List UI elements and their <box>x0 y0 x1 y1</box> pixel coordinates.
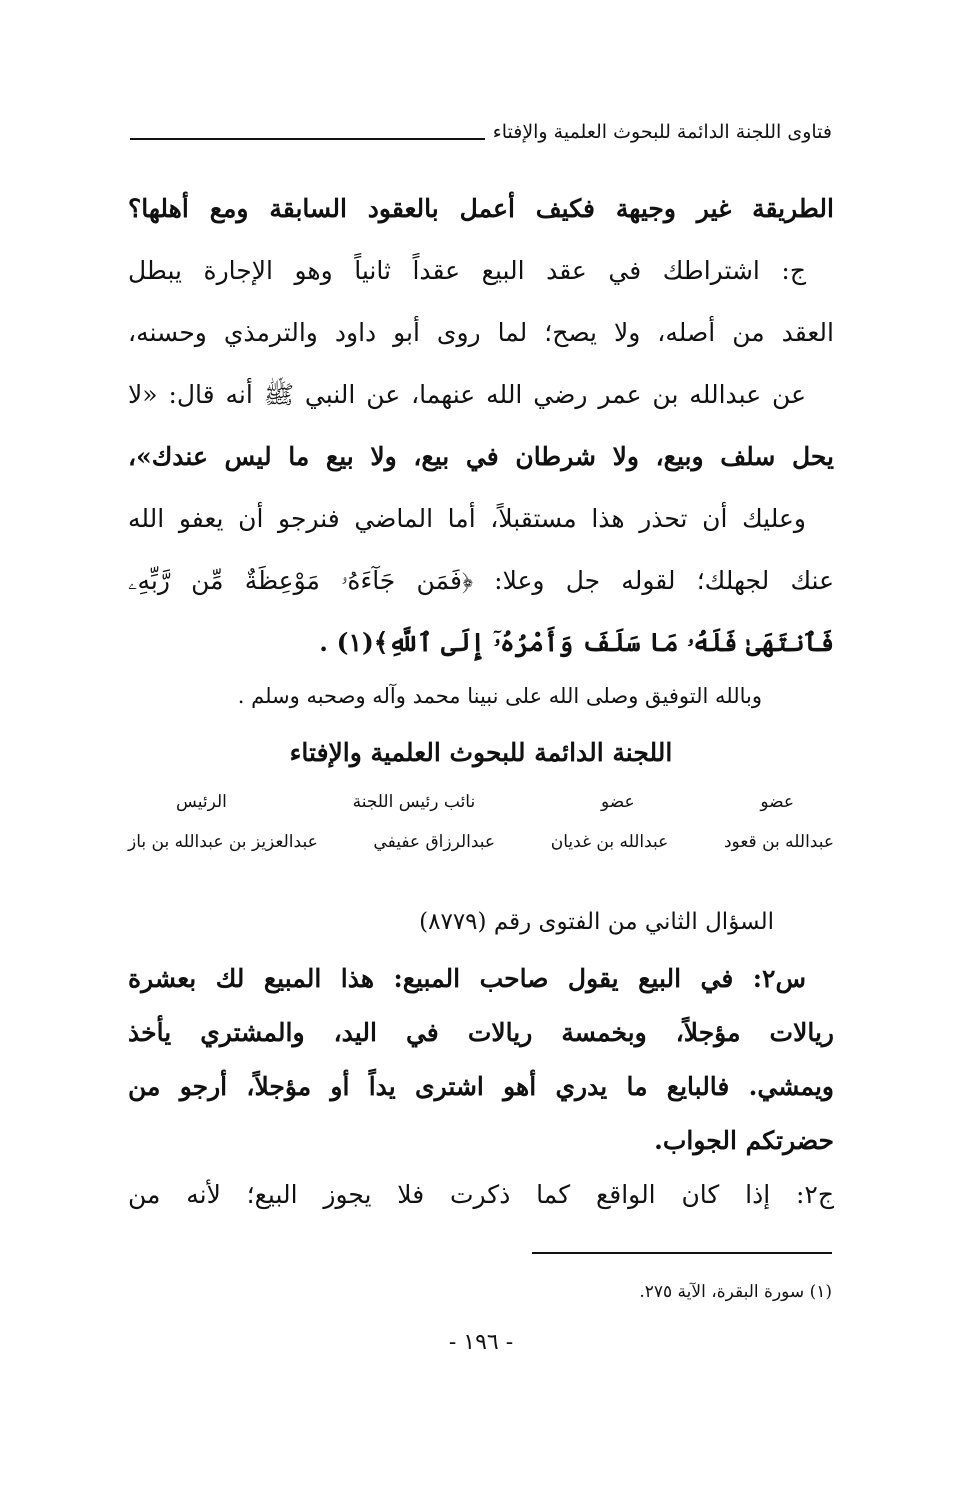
body-line: ج: اشتراطك في عقد البيع عقداً ثانياً وهو الإجارة يبطل <box>128 256 806 285</box>
running-header <box>130 112 832 152</box>
question-two <box>128 892 834 1222</box>
member-name: عبدالله بن قعود <box>723 832 834 852</box>
member-role: الرئيس <box>176 792 227 812</box>
body-line: فَٱنتَهَىٰ فَلَهُۥ مَا سَلَفَ وَأَمْرُهُۥٓ إِلَى ٱللَّهِ﴾(١) . <box>319 628 834 657</box>
question-line: حضرتكم الجواب. <box>654 1126 834 1155</box>
member-role: نائب رئيس اللجنة <box>352 792 476 812</box>
committee-title: اللجنة الدائمة للبحوث العلمية والإفتاء <box>289 738 673 767</box>
member-role: عضو <box>600 792 635 812</box>
member-names <box>128 822 834 862</box>
member-role: عضو <box>760 792 794 812</box>
member-name: عبدالعزيز بن عبدالله بن باز <box>128 832 318 852</box>
question-line: ويمشي. فالبايع ما يدري أهو اشترى يداً أو مؤجلاً، أرجو من <box>128 1072 834 1101</box>
footnote-rule <box>532 1252 832 1254</box>
member-roles <box>128 782 834 822</box>
body-line: وعليك أن تحذر هذا مستقبلاً، أما الماضي فنرجو أن يعفو الله <box>128 504 806 533</box>
question-line: س٢: في البيع يقول صاحب المبيع: هذا المبيع لك بعشرة <box>128 964 806 993</box>
header-rule <box>130 138 485 140</box>
question-heading: السؤال الثاني من الفتوى رقم (٨٧٧٩) <box>419 909 774 935</box>
member-name: عبدالله بن غديان <box>550 832 669 852</box>
answer-line: ج٢: إذا كان الواقع كما ذكرت فلا يجوز البيع؛ لأنه من <box>128 1180 834 1209</box>
body-line: العقد من أصله، ولا يصح؛ لما روى أبو داود والترمذي وحسنه، <box>128 318 834 347</box>
page-number: - ١٩٦ - <box>448 1330 514 1355</box>
body-line: عن عبدالله بن عمر رضي الله عنهما، عن النبي ﷺ أنه قال: «لا <box>128 380 806 409</box>
closing-prayer: وبالله التوفيق وصلى الله على نبينا محمد وآله وصحبه وسلم . <box>237 684 762 708</box>
body-line: يحل سلف وبيع، ولا شرطان في بيع، ولا بيع ما ليس عندك»، <box>128 442 834 471</box>
fatwa-body <box>128 178 834 788</box>
footnote: (١) سورة البقرة، الآية ٢٧٥. <box>639 1282 832 1302</box>
member-name: عبدالرزاق عفيفي <box>373 832 496 852</box>
body-line: الطريقة غير وجيهة فكيف أعمل بالعقود السابقة ومع أهلها؟ <box>128 194 834 223</box>
committee-members <box>128 782 834 862</box>
question-line: ريالات مؤجلاً، وبخمسة ريالات في اليد، والمشتري يأخذ <box>128 1018 834 1047</box>
header-title: فتاوى اللجنة الدائمة للبحوث العلمية والإفتاء <box>492 121 832 143</box>
body-line: عنك لجهلك؛ لقوله جل وعلا: ﴿فَمَن جَآءَهُۥ مَوْعِظَةٌ مِّن رَّبِّهِۦ <box>128 566 834 595</box>
